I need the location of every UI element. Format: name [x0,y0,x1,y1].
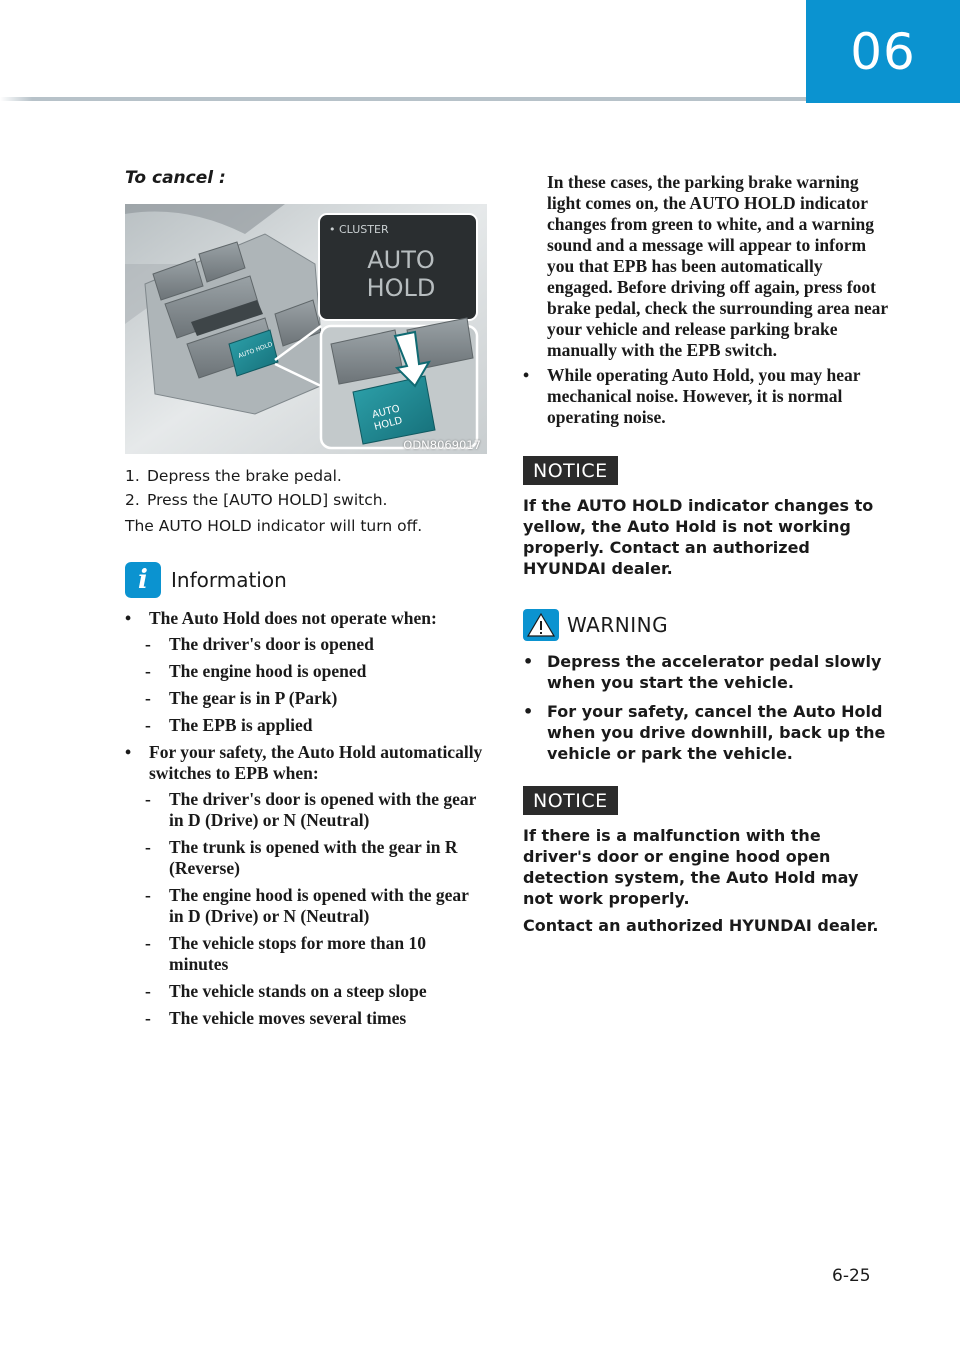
list-item [523,365,888,428]
figure-code: ODN8069017 [403,438,481,452]
sub-item-text: The engine hood is opened with the gear in D (Drive) or N (Neutral) [169,885,469,926]
step-text: Press the [AUTO HOLD] switch. [147,491,388,509]
bullet-text: For your safety, the Auto Hold automatically switches to EPB when: [149,742,483,783]
sub-item [145,837,487,879]
bullet-text: While operating Auto Hold, you may hear mechanical noise. However, it is normal operating noise. [547,365,861,427]
step-item [125,488,487,512]
notice-block-1 [523,456,888,579]
bullet-mark: • [523,652,534,671]
inset-button-label-1: AUTO [371,403,402,421]
information-list [125,608,487,1029]
sub-item [145,634,487,655]
bullet-mark: • [125,742,132,762]
header-rule [0,97,806,101]
dash-mark: - [145,688,151,708]
notice-text: Contact an authorized HYUNDAI dealer. [523,916,879,935]
dash-mark: - [145,634,151,654]
information-icon: i [125,562,161,598]
console-illustration [125,204,487,454]
continuation-text: In these cases, the parking brake warning light comes on, the AUTO HOLD indicator changes from green to white, and a warning sound and a message will appear to inform you that EPB has been automatically engaged. Before driving off again, press foot brake pedal, check the surrounding area near your vehicle and release parking brake manually with the EPB switch. [547,172,888,360]
right-column [523,172,888,936]
dash-mark: - [145,1008,151,1028]
cluster-label: • CLUSTER [329,223,389,236]
auto-hold-figure [125,204,487,454]
sub-item [145,1008,487,1029]
small-button-label: AUTO HOLD [237,340,274,360]
dash-mark: - [145,715,151,735]
sub-item-text: The trunk is opened with the gear in R (Reverse) [169,837,458,878]
list-item [125,742,487,784]
dash-mark: - [145,789,151,809]
information-title: Information [171,568,287,592]
notice-block-2 [523,786,888,936]
notice-badge: NOTICE [523,456,618,485]
notice-text: If the AUTO HOLD indicator changes to yellow, the Auto Hold is not working properly. Contact an authorized HYUNDAI dealer. [523,496,874,578]
sub-item-text: The driver's door is opened with the gear in D (Drive) or N (Neutral) [169,789,477,830]
information-heading [125,562,487,598]
bullet-text: For your safety, cancel the Auto Hold when you drive downhill, back up the vehicle or park the vehicle. [547,702,886,763]
bullet-mark: • [523,702,534,721]
left-column [125,168,487,1035]
sub-item-text: The gear is in P (Park) [169,688,338,708]
bullet-text: The Auto Hold does not operate when: [149,608,437,628]
dash-mark: - [145,661,151,681]
bullet-mark: • [523,365,530,385]
list-item [523,701,888,764]
sub-item-text: The vehicle moves several times [169,1008,407,1028]
sub-item-text: The engine hood is opened [169,661,367,681]
step-text: Depress the brake pedal. [147,467,342,485]
sub-item [145,885,487,927]
warning-title: WARNING [567,613,669,637]
sub-item-text: The EPB is applied [169,715,313,735]
cluster-display-line1: AUTO [367,246,435,274]
step-item [125,464,487,488]
inset-button-label-2: HOLD [373,415,404,433]
notice-badge: NOTICE [523,786,618,815]
bullet-text: Depress the accelerator pedal slowly when you start the vehicle. [547,652,882,692]
warning-heading [523,609,888,641]
sub-item [145,715,487,736]
continuation-block [523,172,888,428]
steps-list [125,464,487,538]
chapter-tab: 06 [806,0,960,103]
sub-item [145,981,487,1002]
cluster-display-line2: HOLD [366,274,436,302]
list-item [523,651,888,693]
sub-item [145,661,487,682]
sub-item-text: The vehicle stands on a steep slope [169,981,427,1001]
bullet-mark: • [125,608,132,628]
step-number: 2. [125,491,140,509]
dash-mark: - [145,981,151,1001]
sub-item-text: The vehicle stops for more than 10 minutes [169,933,426,974]
section-subhead: To cancel : [125,168,226,188]
sub-item [145,789,487,831]
list-item [125,608,487,629]
warning-triangle-icon [523,609,559,641]
dash-mark: - [145,885,151,905]
sub-item-text: The driver's door is opened [169,634,374,654]
notice-text: If there is a malfunction with the driver's door or engine hood open detection system, the Auto Hold may not work properly. [523,826,859,908]
sub-item [145,933,487,975]
step-number: 1. [125,467,140,485]
page-number: 6-25 [832,1266,871,1286]
after-steps-text: The AUTO HOLD indicator will turn off. [125,517,423,535]
dash-mark: - [145,933,151,953]
dash-mark: - [145,837,151,857]
sub-item [145,688,487,709]
warning-list [523,651,888,764]
